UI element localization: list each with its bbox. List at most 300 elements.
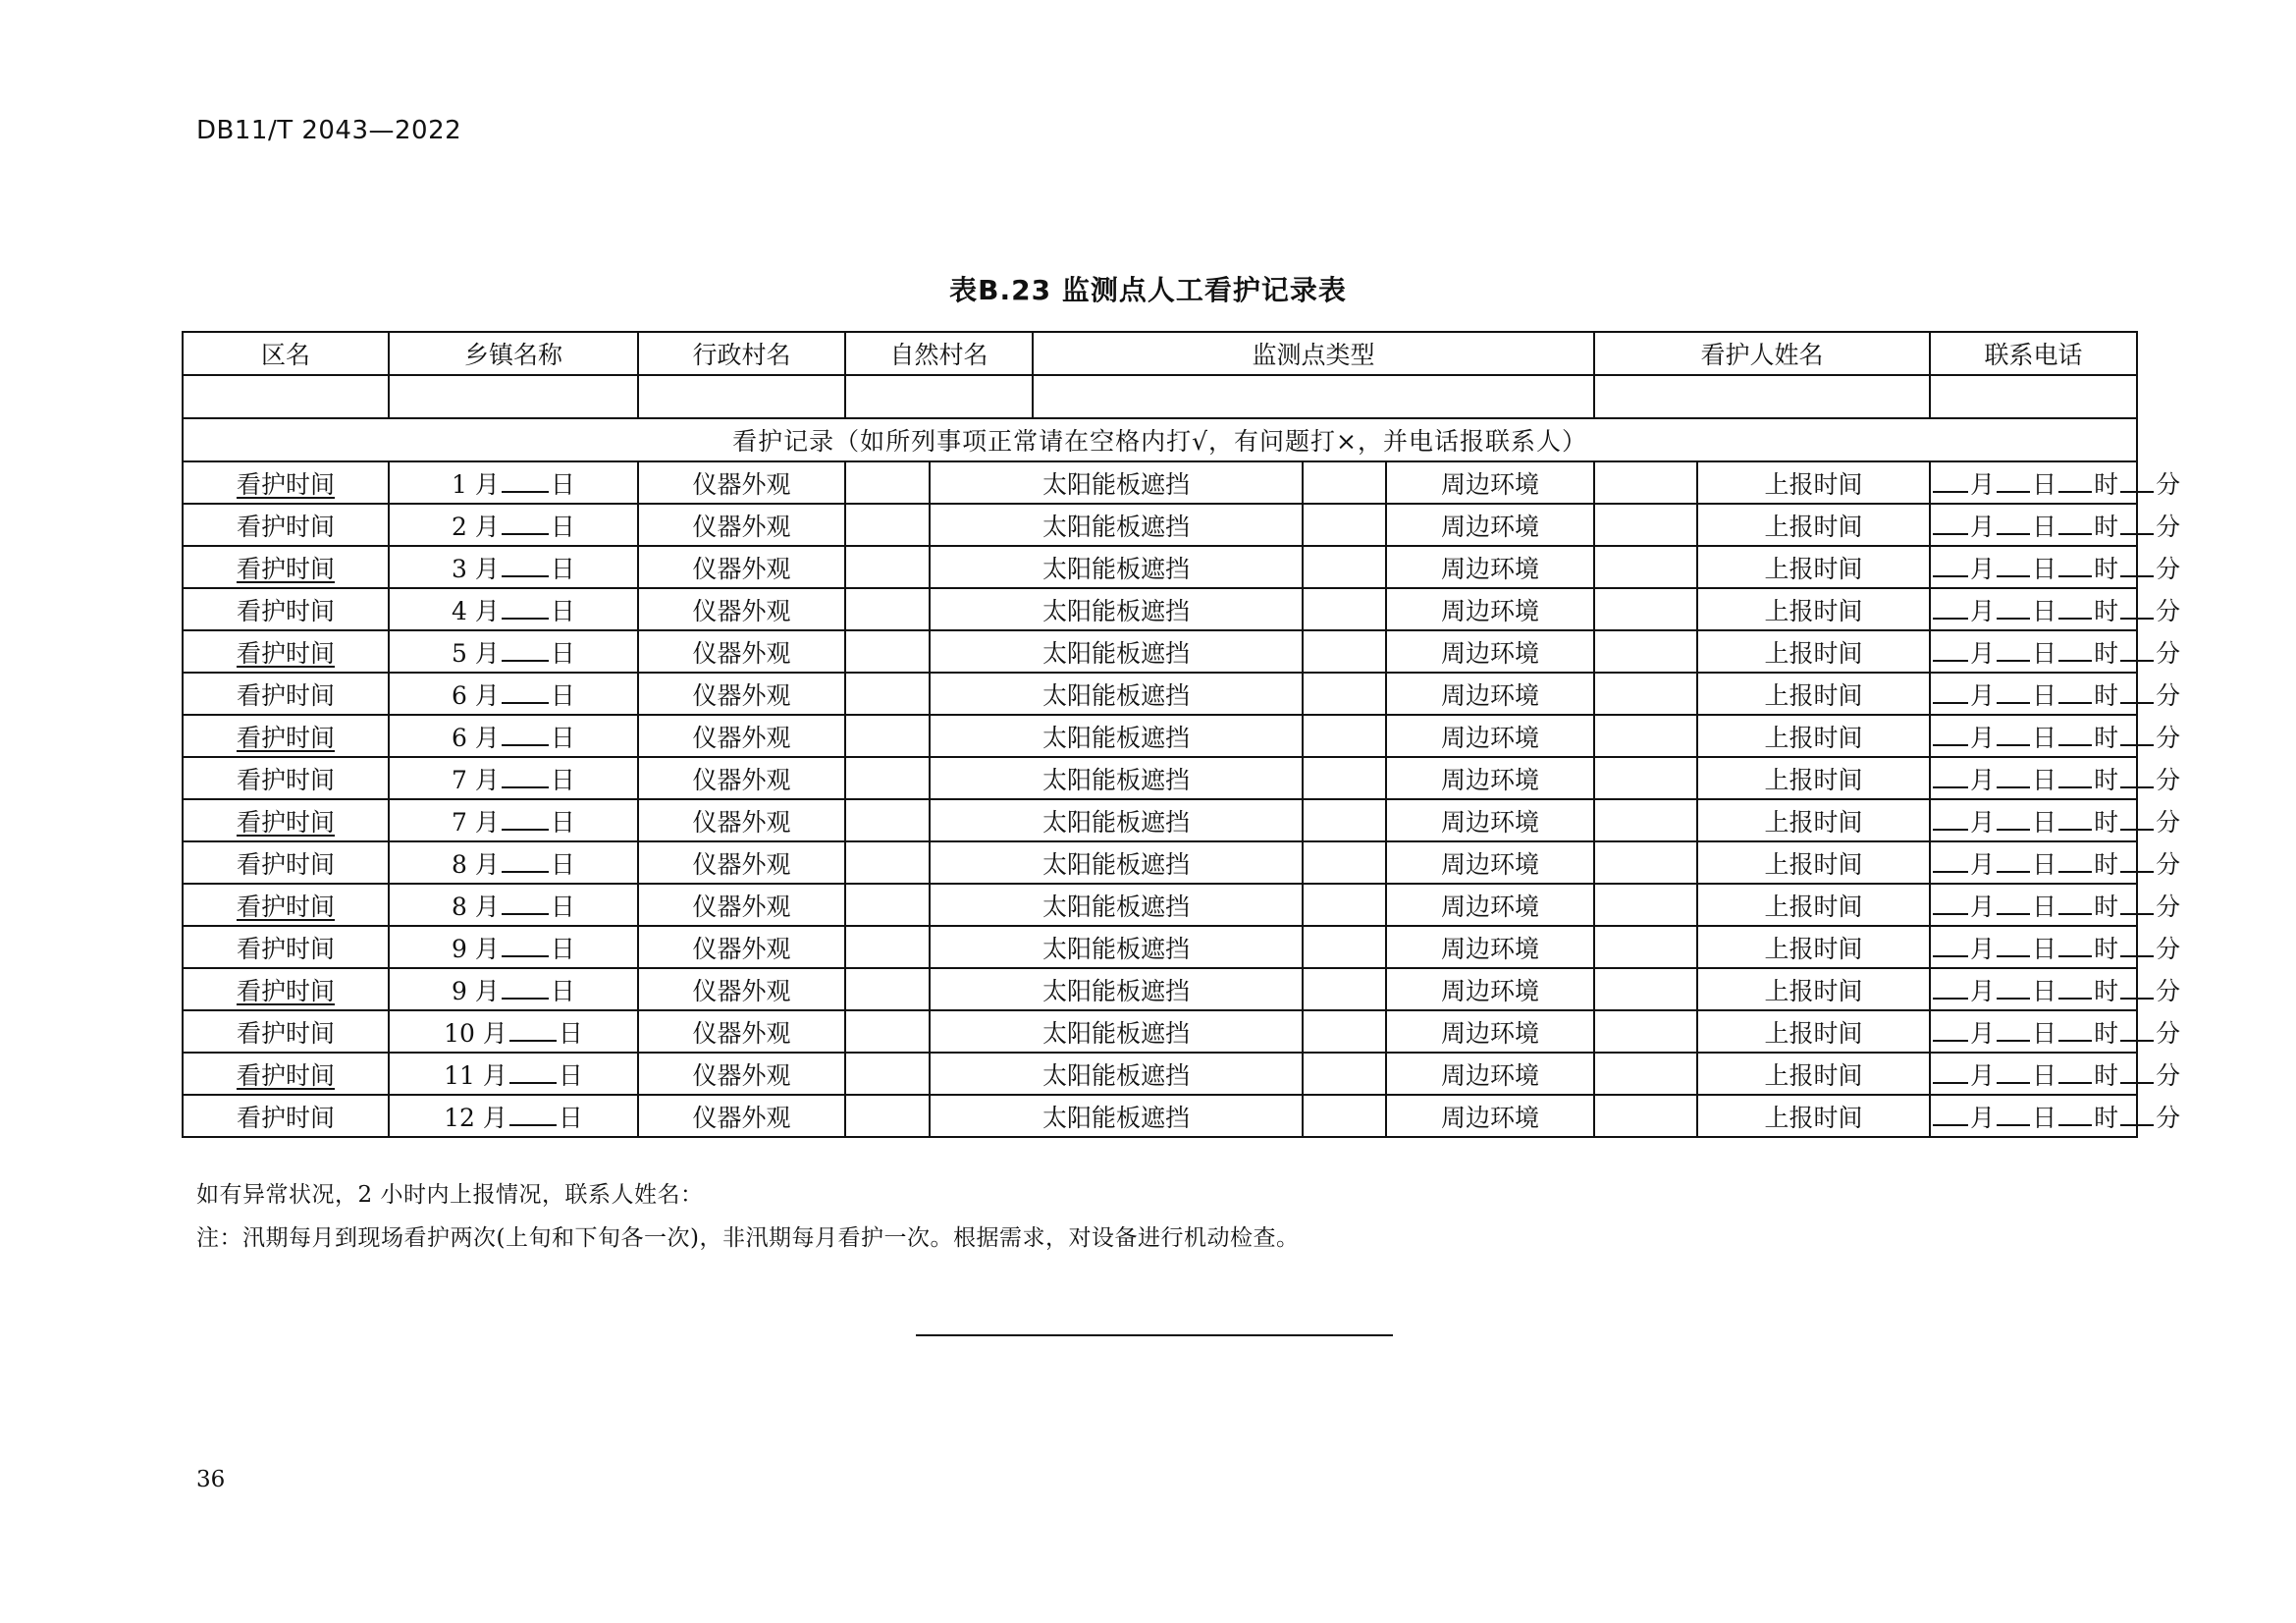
report-month-blank[interactable] (1933, 849, 1968, 873)
report-month-suffix: 月 (1970, 638, 1996, 668)
inspection-time-label (183, 799, 389, 841)
district-field[interactable] (183, 375, 389, 418)
report-label: 上报时间 (1697, 630, 1930, 673)
monitoring-record-table (182, 331, 2181, 1138)
month-value: 11 (444, 1060, 475, 1090)
solar-check[interactable] (1303, 757, 1386, 799)
report-hour-suffix: 时 (2094, 469, 2119, 499)
report-day-blank[interactable] (1997, 723, 2030, 746)
env-label: 周边环境 (1386, 461, 1594, 504)
report-minute-blank[interactable] (2120, 512, 2154, 535)
day-blank[interactable] (502, 892, 549, 915)
report-minute-blank[interactable] (2120, 892, 2154, 915)
month-value: 6 (452, 680, 467, 710)
env-label: 周边环境 (1386, 673, 1594, 715)
report-day-blank[interactable] (1997, 638, 2030, 662)
report-day-blank[interactable] (1997, 512, 2030, 535)
end-rule (916, 1334, 1393, 1336)
inspection-date (389, 673, 638, 715)
time-label-text: 看护时间 (236, 765, 335, 794)
instrument-check[interactable] (845, 546, 930, 588)
report-time (1930, 1010, 2181, 1053)
env-check[interactable] (1594, 841, 1697, 884)
report-month-suffix: 月 (1970, 512, 1996, 541)
month-suffix: 月 (474, 680, 500, 710)
day-blank[interactable] (502, 976, 549, 1000)
instrument-check[interactable] (845, 757, 930, 799)
env-check[interactable] (1594, 504, 1697, 546)
report-month-blank[interactable] (1933, 1018, 1968, 1042)
report-minute-suffix: 分 (2156, 596, 2181, 625)
month-suffix: 月 (474, 596, 500, 625)
month-value: 12 (444, 1103, 475, 1132)
report-month-blank[interactable] (1933, 765, 1968, 788)
report-month-blank[interactable] (1933, 1103, 1968, 1126)
env-check[interactable] (1594, 715, 1697, 757)
time-label-text: 看护时间 (236, 512, 335, 541)
report-minute-blank[interactable] (2120, 807, 2154, 831)
report-minute-blank[interactable] (2120, 976, 2154, 1000)
solar-label: 太阳能板遮挡 (930, 1010, 1303, 1053)
report-day-suffix: 日 (2032, 680, 2057, 710)
report-time (1930, 588, 2181, 630)
phone-field[interactable] (1930, 375, 2137, 418)
report-month-suffix: 月 (1970, 934, 1996, 963)
report-day-blank[interactable] (1997, 849, 2030, 873)
solar-check[interactable] (1303, 926, 1386, 968)
report-label: 上报时间 (1697, 1095, 1930, 1137)
instrument-check[interactable] (845, 841, 930, 884)
env-label: 周边环境 (1386, 841, 1594, 884)
header-district: 区名 (183, 332, 389, 375)
instrument-check[interactable] (845, 1095, 930, 1137)
report-time (1930, 799, 2181, 841)
solar-label: 太阳能板遮挡 (930, 588, 1303, 630)
instrument-check[interactable] (845, 884, 930, 926)
day-suffix: 日 (550, 807, 575, 837)
day-blank[interactable] (502, 934, 549, 957)
report-time (1930, 504, 2181, 546)
report-time (1930, 630, 2181, 673)
report-day-suffix: 日 (2032, 1018, 2057, 1048)
month-value: 6 (452, 723, 467, 752)
instrument-check[interactable] (845, 968, 930, 1010)
report-hour-blank[interactable] (2058, 680, 2092, 704)
day-suffix: 日 (550, 976, 575, 1005)
report-minute-blank[interactable] (2120, 469, 2154, 493)
report-minute-suffix: 分 (2156, 976, 2181, 1005)
solar-check[interactable] (1303, 673, 1386, 715)
report-hour-suffix: 时 (2094, 638, 2119, 668)
record-row (183, 630, 2137, 673)
report-day-blank[interactable] (1997, 892, 2030, 915)
header-point-type: 监测点类型 (1033, 332, 1594, 375)
header-township: 乡镇名称 (389, 332, 638, 375)
day-blank[interactable] (509, 1018, 557, 1042)
footer-frequency-note: 注：汛期每月到现场看护两次(上旬和下旬各一次)，非汛期每月看护一次。根据需求，对设备进行机动检查。 (196, 1225, 1300, 1251)
day-blank[interactable] (502, 849, 549, 873)
time-label-text: 看护时间 (236, 554, 335, 583)
inspection-date (389, 715, 638, 757)
report-hour-blank[interactable] (2058, 1103, 2092, 1126)
solar-label: 太阳能板遮挡 (930, 926, 1303, 968)
solar-label: 太阳能板遮挡 (930, 884, 1303, 926)
report-day-suffix: 日 (2032, 638, 2057, 668)
report-month-suffix: 月 (1970, 1018, 1996, 1048)
env-label: 周边环境 (1386, 1010, 1594, 1053)
instrument-label: 仪器外观 (638, 1010, 845, 1053)
township-field[interactable] (389, 375, 638, 418)
report-day-blank[interactable] (1997, 1018, 2030, 1042)
footer-contact-note: 如有异常状况，2 小时内上报情况，联系人姓名： (196, 1182, 704, 1208)
report-hour-suffix: 时 (2094, 976, 2119, 1005)
report-month-blank[interactable] (1933, 976, 1968, 1000)
instrument-check[interactable] (845, 588, 930, 630)
report-minute-blank[interactable] (2120, 596, 2154, 620)
day-blank[interactable] (502, 807, 549, 831)
instrument-label: 仪器外观 (638, 799, 845, 841)
env-check[interactable] (1594, 1095, 1697, 1137)
report-day-blank[interactable] (1997, 934, 2030, 957)
env-label: 周边环境 (1386, 799, 1594, 841)
report-month-blank[interactable] (1933, 892, 1968, 915)
solar-check[interactable] (1303, 1053, 1386, 1095)
report-label: 上报时间 (1697, 884, 1930, 926)
report-label: 上报时间 (1697, 757, 1930, 799)
report-day-suffix: 日 (2032, 512, 2057, 541)
env-label: 周边环境 (1386, 504, 1594, 546)
report-day-suffix: 日 (2032, 1060, 2057, 1090)
report-minute-suffix: 分 (2156, 680, 2181, 710)
report-minute-blank[interactable] (2120, 1103, 2154, 1126)
env-check[interactable] (1594, 673, 1697, 715)
env-label: 周边环境 (1386, 588, 1594, 630)
report-minute-blank[interactable] (2120, 1018, 2154, 1042)
day-suffix: 日 (558, 1060, 583, 1090)
natural-village-field[interactable] (845, 375, 1033, 418)
report-time (1930, 757, 2181, 799)
report-time (1930, 1095, 2181, 1137)
record-row (183, 546, 2137, 588)
env-label: 周边环境 (1386, 1095, 1594, 1137)
solar-label: 太阳能板遮挡 (930, 715, 1303, 757)
inspection-date (389, 630, 638, 673)
report-time (1930, 461, 2181, 504)
env-label: 周边环境 (1386, 715, 1594, 757)
day-blank[interactable] (509, 1060, 557, 1084)
report-day-blank[interactable] (1997, 976, 2030, 1000)
instrument-check[interactable] (845, 799, 930, 841)
time-label-text: 看护时间 (236, 892, 335, 921)
inspection-date (389, 799, 638, 841)
report-hour-blank[interactable] (2058, 469, 2092, 493)
report-hour-blank[interactable] (2058, 892, 2092, 915)
report-day-suffix: 日 (2032, 723, 2057, 752)
instrument-check[interactable] (845, 1053, 930, 1095)
solar-check[interactable] (1303, 884, 1386, 926)
report-month-blank[interactable] (1933, 469, 1968, 493)
env-check[interactable] (1594, 968, 1697, 1010)
env-check[interactable] (1594, 461, 1697, 504)
admin-village-field[interactable] (638, 375, 845, 418)
report-hour-blank[interactable] (2058, 723, 2092, 746)
report-day-suffix: 日 (2032, 554, 2057, 583)
record-row (183, 926, 2137, 968)
solar-check[interactable] (1303, 630, 1386, 673)
report-day-blank[interactable] (1997, 596, 2030, 620)
month-value: 7 (452, 807, 467, 837)
inspection-time-label (183, 884, 389, 926)
instrument-label: 仪器外观 (638, 588, 845, 630)
month-value: 5 (452, 638, 467, 668)
report-day-suffix: 日 (2032, 469, 2057, 499)
report-day-blank[interactable] (1997, 1103, 2030, 1126)
day-suffix: 日 (550, 680, 575, 710)
solar-check[interactable] (1303, 799, 1386, 841)
report-day-blank[interactable] (1997, 680, 2030, 704)
record-row (183, 1010, 2137, 1053)
report-day-blank[interactable] (1997, 554, 2030, 577)
solar-label: 太阳能板遮挡 (930, 504, 1303, 546)
instrument-check[interactable] (845, 673, 930, 715)
solar-check[interactable] (1303, 588, 1386, 630)
report-day-suffix: 日 (2032, 849, 2057, 879)
time-label-text: 看护时间 (236, 807, 335, 837)
inspection-date (389, 757, 638, 799)
inspection-time-label (183, 588, 389, 630)
report-month-blank[interactable] (1933, 1060, 1968, 1084)
report-hour-blank[interactable] (2058, 512, 2092, 535)
solar-check[interactable] (1303, 968, 1386, 1010)
report-hour-blank[interactable] (2058, 849, 2092, 873)
report-minute-suffix: 分 (2156, 638, 2181, 668)
solar-check[interactable] (1303, 841, 1386, 884)
env-check[interactable] (1594, 884, 1697, 926)
report-label: 上报时间 (1697, 1053, 1930, 1095)
inspection-time-label (183, 757, 389, 799)
report-day-blank[interactable] (1997, 807, 2030, 831)
day-blank[interactable] (502, 469, 549, 493)
day-suffix: 日 (550, 512, 575, 541)
report-month-suffix: 月 (1970, 849, 1996, 879)
inspection-time-label (183, 926, 389, 968)
env-check[interactable] (1594, 1010, 1697, 1053)
instrument-check[interactable] (845, 926, 930, 968)
day-suffix: 日 (550, 934, 575, 963)
solar-check[interactable] (1303, 546, 1386, 588)
report-hour-blank[interactable] (2058, 934, 2092, 957)
report-hour-blank[interactable] (2058, 807, 2092, 831)
month-suffix: 月 (474, 469, 500, 499)
report-minute-blank[interactable] (2120, 1060, 2154, 1084)
report-label: 上报时间 (1697, 968, 1930, 1010)
time-label-text: 看护时间 (236, 638, 335, 668)
day-blank[interactable] (502, 512, 549, 535)
header-natural-village: 自然村名 (845, 332, 1033, 375)
solar-check[interactable] (1303, 1010, 1386, 1053)
report-time (1930, 715, 2181, 757)
instrument-label: 仪器外观 (638, 1095, 845, 1137)
day-blank[interactable] (502, 680, 549, 704)
solar-check[interactable] (1303, 461, 1386, 504)
report-month-blank[interactable] (1933, 934, 1968, 957)
inspection-time-label (183, 461, 389, 504)
table-title: 表B.23 监测点人工看护记录表 (949, 274, 1347, 306)
report-hour-blank[interactable] (2058, 554, 2092, 577)
instrument-label: 仪器外观 (638, 504, 845, 546)
env-check[interactable] (1594, 757, 1697, 799)
report-month-blank[interactable] (1933, 596, 1968, 620)
instrument-label: 仪器外观 (638, 715, 845, 757)
report-minute-suffix: 分 (2156, 765, 2181, 794)
point-type-field[interactable] (1033, 375, 1594, 418)
record-row (183, 715, 2137, 757)
instrument-label: 仪器外观 (638, 1053, 845, 1095)
report-month-suffix: 月 (1970, 892, 1996, 921)
solar-check[interactable] (1303, 1095, 1386, 1137)
day-suffix: 日 (558, 1018, 583, 1048)
instrument-check[interactable] (845, 461, 930, 504)
report-hour-blank[interactable] (2058, 1018, 2092, 1042)
report-month-blank[interactable] (1933, 554, 1968, 577)
report-label: 上报时间 (1697, 715, 1930, 757)
report-day-suffix: 日 (2032, 934, 2057, 963)
report-hour-suffix: 时 (2094, 807, 2119, 837)
caretaker-field[interactable] (1594, 375, 1930, 418)
inspection-date (389, 546, 638, 588)
inspection-time-label (183, 1095, 389, 1137)
month-suffix: 月 (474, 934, 500, 963)
env-label: 周边环境 (1386, 546, 1594, 588)
instrument-label: 仪器外观 (638, 546, 845, 588)
env-label: 周边环境 (1386, 757, 1594, 799)
env-check[interactable] (1594, 588, 1697, 630)
record-note-row (183, 418, 2137, 461)
month-suffix: 月 (474, 638, 500, 668)
day-suffix: 日 (550, 469, 575, 499)
record-row (183, 588, 2137, 630)
day-blank[interactable] (509, 1103, 557, 1126)
report-month-suffix: 月 (1970, 469, 1996, 499)
time-label-text: 看护时间 (236, 680, 335, 710)
env-check[interactable] (1594, 630, 1697, 673)
day-blank[interactable] (502, 554, 549, 577)
report-time (1930, 546, 2181, 588)
instrument-label: 仪器外观 (638, 884, 845, 926)
report-minute-blank[interactable] (2120, 680, 2154, 704)
inspection-date (389, 588, 638, 630)
report-minute-blank[interactable] (2120, 638, 2154, 662)
instrument-label: 仪器外观 (638, 461, 845, 504)
instrument-label: 仪器外观 (638, 968, 845, 1010)
month-value: 4 (452, 596, 467, 625)
day-blank[interactable] (502, 596, 549, 620)
report-label: 上报时间 (1697, 546, 1930, 588)
report-hour-suffix: 时 (2094, 892, 2119, 921)
env-check[interactable] (1594, 926, 1697, 968)
report-day-blank[interactable] (1997, 1060, 2030, 1084)
report-hour-suffix: 时 (2094, 765, 2119, 794)
report-hour-suffix: 时 (2094, 680, 2119, 710)
month-suffix: 月 (474, 892, 500, 921)
env-check[interactable] (1594, 799, 1697, 841)
report-month-blank[interactable] (1933, 512, 1968, 535)
env-label: 周边环境 (1386, 630, 1594, 673)
report-hour-blank[interactable] (2058, 765, 2092, 788)
inspection-time-label (183, 546, 389, 588)
record-row (183, 968, 2137, 1010)
record-row (183, 1095, 2137, 1137)
report-minute-suffix: 分 (2156, 1060, 2181, 1090)
report-month-blank[interactable] (1933, 723, 1968, 746)
report-month-suffix: 月 (1970, 976, 1996, 1005)
time-label-text: 看护时间 (236, 934, 335, 963)
day-blank[interactable] (502, 638, 549, 662)
report-hour-blank[interactable] (2058, 1060, 2092, 1084)
instrument-check[interactable] (845, 1010, 930, 1053)
report-day-suffix: 日 (2032, 976, 2057, 1005)
instrument-check[interactable] (845, 630, 930, 673)
report-minute-blank[interactable] (2120, 849, 2154, 873)
report-day-blank[interactable] (1997, 469, 2030, 493)
instrument-label: 仪器外观 (638, 673, 845, 715)
report-minute-blank[interactable] (2120, 765, 2154, 788)
report-label: 上报时间 (1697, 1010, 1930, 1053)
day-suffix: 日 (550, 596, 575, 625)
instrument-check[interactable] (845, 504, 930, 546)
report-hour-blank[interactable] (2058, 976, 2092, 1000)
report-minute-blank[interactable] (2120, 554, 2154, 577)
solar-check[interactable] (1303, 715, 1386, 757)
month-value: 9 (452, 976, 467, 1005)
env-check[interactable] (1594, 1053, 1697, 1095)
month-value: 10 (444, 1018, 475, 1048)
solar-label: 太阳能板遮挡 (930, 841, 1303, 884)
day-suffix: 日 (550, 849, 575, 879)
day-blank[interactable] (502, 765, 549, 788)
report-month-suffix: 月 (1970, 807, 1996, 837)
day-suffix: 日 (550, 723, 575, 752)
inspection-time-label (183, 504, 389, 546)
report-month-blank[interactable] (1933, 680, 1968, 704)
report-minute-suffix: 分 (2156, 892, 2181, 921)
solar-check[interactable] (1303, 504, 1386, 546)
report-minute-blank[interactable] (2120, 723, 2154, 746)
month-suffix: 月 (482, 1103, 507, 1132)
report-month-blank[interactable] (1933, 807, 1968, 831)
info-input-row (183, 375, 2137, 418)
report-minute-suffix: 分 (2156, 1018, 2181, 1048)
solar-label: 太阳能板遮挡 (930, 968, 1303, 1010)
instrument-label: 仪器外观 (638, 630, 845, 673)
report-month-blank[interactable] (1933, 638, 1968, 662)
month-value: 7 (452, 765, 467, 794)
month-suffix: 月 (474, 807, 500, 837)
inspection-date (389, 1095, 638, 1137)
day-blank[interactable] (502, 723, 549, 746)
report-label: 上报时间 (1697, 504, 1930, 546)
inspection-date (389, 926, 638, 968)
instrument-check[interactable] (845, 715, 930, 757)
env-check[interactable] (1594, 546, 1697, 588)
report-minute-blank[interactable] (2120, 934, 2154, 957)
report-day-blank[interactable] (1997, 765, 2030, 788)
solar-label: 太阳能板遮挡 (930, 630, 1303, 673)
report-hour-blank[interactable] (2058, 596, 2092, 620)
report-hour-blank[interactable] (2058, 638, 2092, 662)
time-label-text: 看护时间 (236, 596, 335, 625)
report-month-suffix: 月 (1970, 765, 1996, 794)
